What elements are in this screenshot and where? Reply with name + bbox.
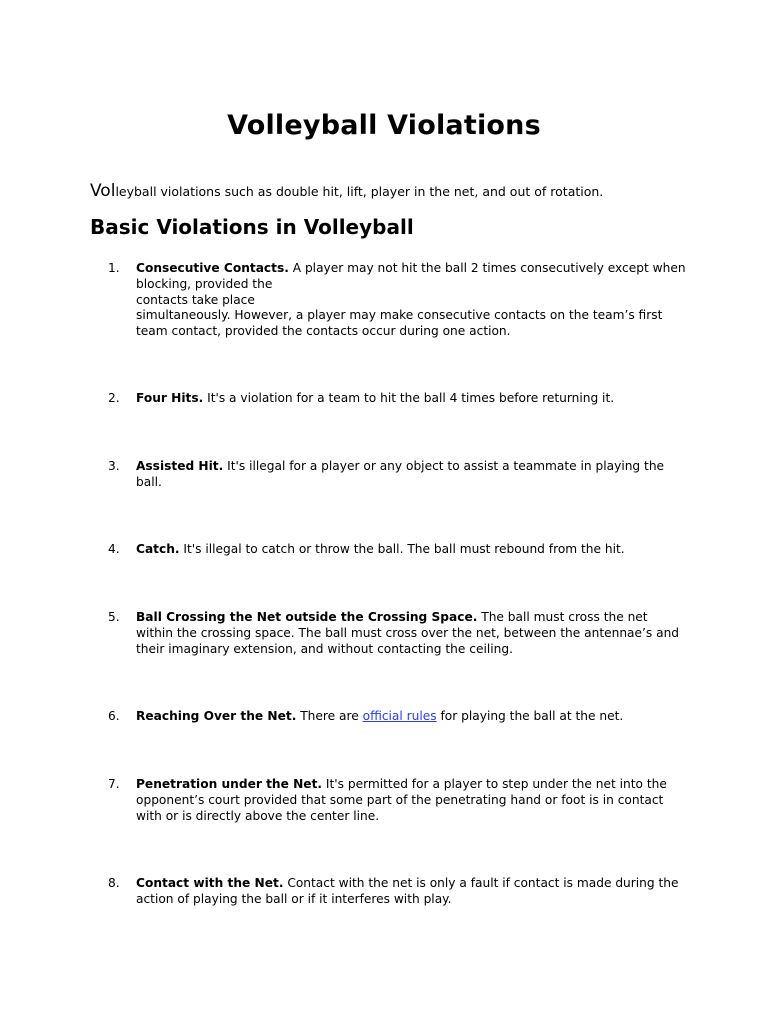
list-item xyxy=(108,459,688,491)
list-item-heading: Ball Crossing the Net outside the Crossing Space. xyxy=(136,610,478,624)
list-item-heading: Reaching Over the Net. xyxy=(136,709,297,723)
list-item-number: 7. xyxy=(108,777,120,791)
list-item xyxy=(108,542,688,558)
list-item-number: 4. xyxy=(108,542,120,556)
list-item xyxy=(108,876,688,908)
list-item-heading: Contact with the Net. xyxy=(136,876,284,890)
list-item xyxy=(108,777,688,824)
list-item-text: contacts take place xyxy=(136,292,255,307)
list-item-heading: Consecutive Contacts. xyxy=(136,261,289,275)
list-item-text: It's illegal to catch or throw the ball. The ball must rebound from the hit. xyxy=(179,542,625,556)
list-item xyxy=(108,610,688,657)
list-item xyxy=(108,709,688,725)
list-item-text: It's permitted for a player to step under the net into the opponent’s court provided that some part of the penetrating hand or foot is in contact with or is directly above the center line. xyxy=(136,777,667,823)
list-item-heading: Assisted Hit. xyxy=(136,459,224,473)
list-item-heading: Four Hits. xyxy=(136,391,204,405)
list-item-text: It's a violation for a team to hit the ball 4 times before returning it. xyxy=(203,391,615,405)
list-item-number: 8. xyxy=(108,876,120,890)
list-item-heading: Penetration under the Net. xyxy=(136,777,323,791)
list-item-number: 3. xyxy=(108,459,120,473)
list-item-number: 2. xyxy=(108,391,120,405)
intro-paragraph xyxy=(90,181,710,201)
list-item-number: 6. xyxy=(108,709,120,723)
list-item-text: Contact with the net is only a fault if contact is made during the action of playing the ball or if it interferes with play. xyxy=(136,876,679,906)
list-item-text: simultaneously. However, a player may make consecutive contacts on the team’s first team contact, provided the contacts occur during one action. xyxy=(136,308,663,339)
section-heading: Basic Violations in Volleyball xyxy=(90,215,414,239)
list-item xyxy=(108,391,688,407)
list-item-text: A player may not hit the ball 2 times consecutively except when blocking, provided the xyxy=(136,261,686,291)
official-rules-link[interactable]: official rules xyxy=(362,709,437,723)
intro-first-letters: Vol xyxy=(90,181,116,201)
list-item xyxy=(108,261,688,340)
list-item-number: 5. xyxy=(108,610,120,624)
list-item-text: for playing the ball at the net. xyxy=(436,709,624,723)
list-item-text: It's illegal for a player or any object to assist a teammate in playing the ball. xyxy=(136,459,665,489)
list-item-text: The ball must cross the net within the crossing space. The ball must cross over the net, between the antennae’s and their imaginary extension, and without contacting the ceiling. xyxy=(136,610,680,656)
page-title: Volleyball Violations xyxy=(227,110,541,141)
list-item-heading: Catch. xyxy=(136,542,180,556)
intro-text: leyball violations such as double hit, lift, player in the net, and out of rotation. xyxy=(115,184,604,199)
list-item-text: There are xyxy=(296,709,363,723)
list-item-number: 1. xyxy=(108,261,120,275)
